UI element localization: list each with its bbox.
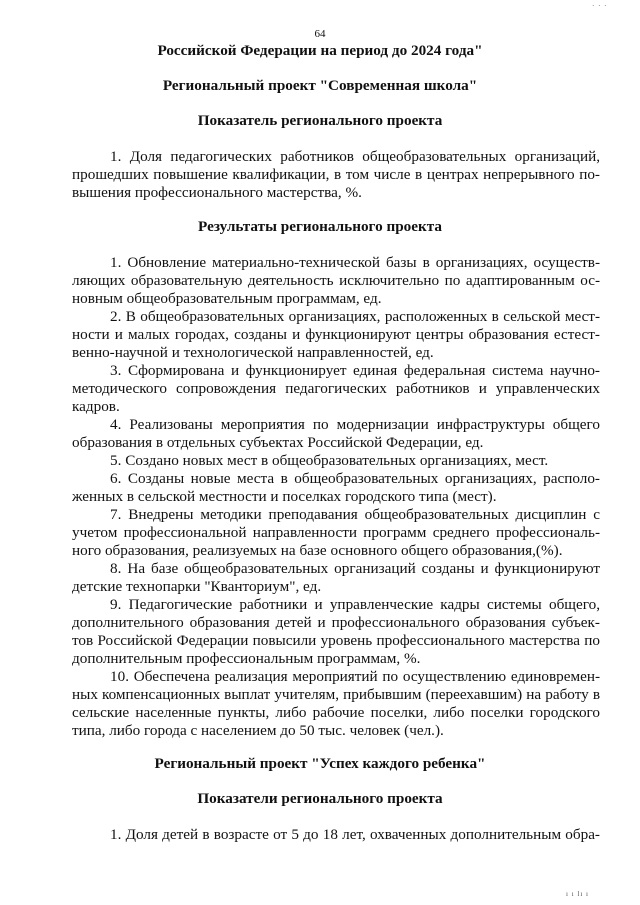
heading-continuation: Российской Федерации на период до 2024 года" [157,42,483,59]
result-line: ного образования, реализуемых на базе основного общего образования,(%). [72,542,563,559]
result-line: 10. Обеспечена реализация мероприятий по осуществлению единовремен- [110,668,600,685]
result-line: ности и малых городах, созданы и функционируют центры образования естест- [72,326,600,343]
result-line: 7. Внедрены методики преподавания общеобразовательных дисциплин с [110,506,600,523]
result-line: дополнительным профессиональным программам, %. [72,650,421,667]
result-line: детские технопарки "Кванториум", ед. [72,578,322,595]
result-line: 6. Созданы новые места в общеобразовательных организациях, располо- [110,470,600,487]
result-line: 4. Реализованы мероприятия по модернизации инфраструктуры общего [110,416,600,433]
project-title-success: Региональный проект "Успех каждого ребенка" [154,755,486,772]
result-line: дополнительного образования детей и профессионального образования субъек- [72,614,600,631]
result-line: 8. На базе общеобразовательных организаций созданы и функционируют [110,560,600,577]
result-line: ляющих образовательную деятельность исключительно по адаптированным ос- [72,272,600,289]
result-line: типа, либо города с населением до 50 тыс. человек (чел.). [72,722,444,739]
result-line: образования в отдельных субъектах Российской Федерации, ед. [72,434,484,451]
result-line: новным общеобразовательным программам, ед. [72,290,382,307]
result-line: тов Российской Федерации повысили уровень профессионального мастерства по [72,632,600,649]
result-line: 3. Сформирована и функционирует единая федеральная система научно- [110,362,600,379]
result-line: методического сопровождения педагогических работников и управленческих [72,380,600,397]
result-line: 2. В общеобразовательных организациях, расположенных в сельской мест- [110,308,600,325]
scan-mark-top: · · · [592,2,608,10]
result-line: кадров. [72,398,120,415]
result-line: ных компенсационных выплат учителям, прибывшим (переехавшим) на работу в [72,686,600,703]
scan-mark-bottom: ı ı lı ı [566,890,589,898]
result-line: учетом профессиональной направленности программ среднего профессиональ- [72,524,600,541]
result-line: сельские населенные пункты, либо рабочие поселки, либо поселки городского [72,704,600,721]
indicator2-line: 1. Доля детей в возрасте от 5 до 18 лет, охваченных дополнительным обра- [110,826,600,843]
indicator-line: 1. Доля педагогических работников общеобразовательных организаций, [110,148,600,165]
indicators-heading-2: Показатели регионального проекта [197,790,443,807]
page-number: 64 [314,28,326,40]
indicator-line: вышения профессионального мастерства, %. [72,184,362,201]
result-line: венно-научной и технологической направленностей, ед. [72,344,434,361]
result-line: 5. Создано новых мест в общеобразовательных организациях, мест. [110,452,549,469]
indicator-heading: Показатель регионального проекта [197,112,443,129]
results-heading: Результаты регионального проекта [198,218,442,235]
result-line: 9. Педагогические работники и управленческие кадры системы общего, [110,596,600,613]
result-line: 1. Обновление материально-технической базы в организациях, осуществ- [110,254,600,271]
result-line: женных в сельской местности и поселках городского типа (мест). [72,488,497,505]
project-title-modern-school: Региональный проект "Современная школа" [162,77,478,94]
indicator-line: прошедших повышение квалификации, в том числе в центрах непрерывного по- [72,166,600,183]
